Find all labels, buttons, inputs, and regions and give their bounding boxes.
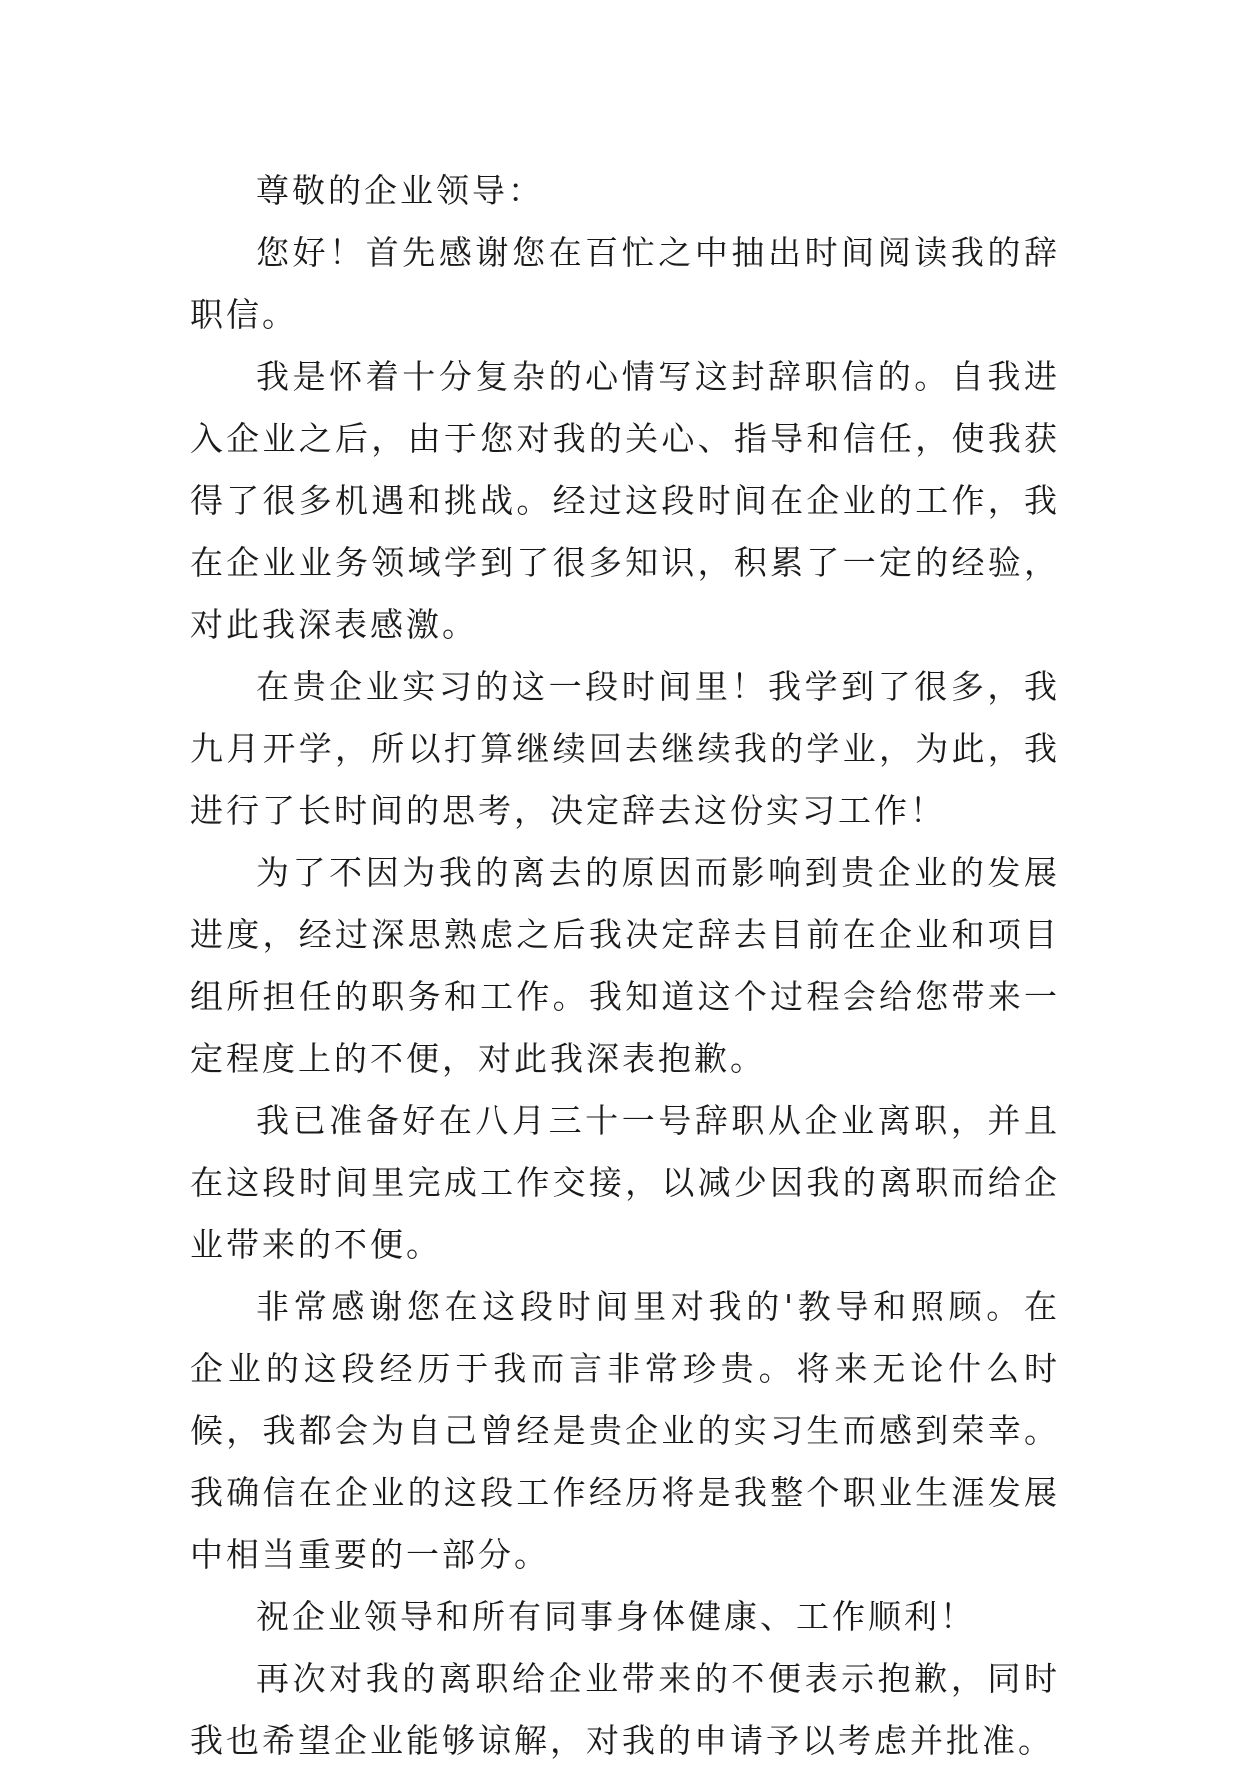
letter-paragraph: 非常感谢您在这段时间里对我的'教导和照顾。在企业的这段经历于我而言非常珍贵。将来无论什么时候，我都会为自己曾经是贵企业的实习生而感到荣幸。我确信在企业的这段工作经历将是我整个职业生涯发展中相当重要的一部分。 bbox=[190, 1287, 1060, 1574]
letter-salutation: 尊敬的企业领导： bbox=[256, 171, 544, 210]
letter-paragraph: 我已准备好在八月三十一号辞职从企业离职，并且在这段时间里完成工作交接，以减少因我的离职而给企业带来的不便。 bbox=[190, 1101, 1060, 1264]
letter-paragraph: 为了不因为我的离去的原因而影响到贵企业的发展进度，经过深思熟虑之后我决定辞去目前在企业和项目组所担任的职务和工作。我知道这个过程会给您带来一定程度上的不便，对此我深表抱歉。 bbox=[190, 853, 1060, 1078]
letter-paragraph: 您好！首先感谢您在百忙之中抽出时间阅读我的辞职信。 bbox=[190, 233, 1060, 334]
letter-paragraph: 再次对我的离职给企业带来的不便表示抱歉，同时我也希望企业能够谅解，对我的申请予以考虑并批准。 bbox=[190, 1659, 1060, 1760]
letter-paragraph: 在贵企业实习的这一段时间里！我学到了很多，我九月开学，所以打算继续回去继续我的学业，为此，我进行了长时间的思考，决定辞去这份实习工作！ bbox=[190, 667, 1060, 830]
resignation-letter-body bbox=[190, 160, 1060, 1772]
letter-paragraph: 祝企业领导和所有同事身体健康、工作顺利！ bbox=[256, 1597, 976, 1636]
letter-paragraph: 我是怀着十分复杂的心情写这封辞职信的。自我进入企业之后，由于您对我的关心、指导和信任，使我获得了很多机遇和挑战。经过这段时间在企业的工作，我在企业业务领域学到了很多知识，积累了一定的经验，对此我深表感激。 bbox=[190, 357, 1060, 644]
